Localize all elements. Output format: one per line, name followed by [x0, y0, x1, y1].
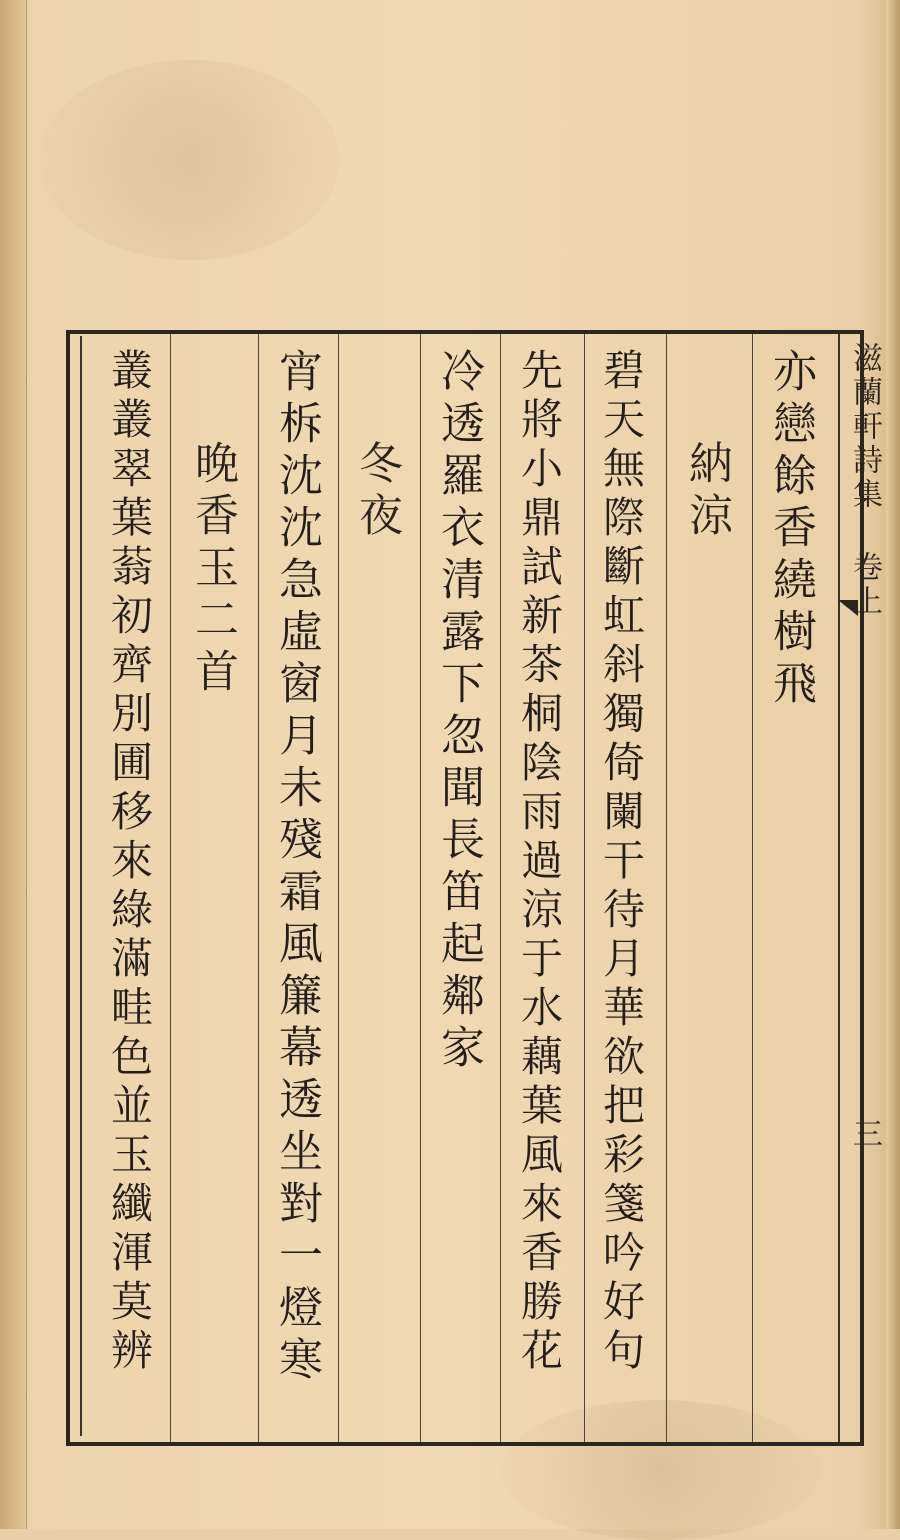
column-rule: [338, 334, 339, 1442]
column-rule: [420, 334, 421, 1442]
text-column-4: 先將小鼎試新茶桐陰雨過涼于水藕葉風來香勝花: [515, 348, 564, 1377]
column-rule: [170, 334, 171, 1442]
banxin-title: 滋蘭軒詩集 卷上: [847, 342, 882, 619]
paper-stain: [40, 60, 340, 260]
poem-title-dongye: 冬夜: [351, 440, 402, 544]
right-page-edge: [886, 0, 900, 1529]
folio-number: 三: [847, 1118, 882, 1148]
left-spine-edge: [0, 0, 27, 1529]
poem-title-najiang: 納涼: [681, 440, 732, 544]
text-column-7: 宵柝沈沈急虛窗月未殘霜風簾幕透坐對一燈寒: [271, 348, 322, 1388]
poem-title-wanxiangyu: 晚香玉二首: [187, 440, 238, 700]
column-rule: [258, 334, 259, 1442]
inner-border-line: [80, 336, 82, 1436]
column-rule: [752, 334, 753, 1442]
text-column-9: 叢叢翠葉蓊初齊別圃移來綠滿畦色並玉纖渾莫辨: [105, 348, 154, 1377]
fishtail-mark-icon: [838, 600, 858, 616]
column-rule: [584, 334, 585, 1442]
column-rule: [666, 334, 667, 1442]
text-column-1: 亦戀餘香繞樹飛: [765, 348, 816, 712]
text-column-3: 碧天無際斷虹斜獨倚闌干待月華欲把彩箋吟好句: [597, 348, 646, 1377]
column-rule: [500, 334, 501, 1442]
text-column-5: 冷透羅衣清露下忽聞長笛起鄰家: [433, 348, 484, 1076]
banxin-rule: [838, 334, 840, 1442]
